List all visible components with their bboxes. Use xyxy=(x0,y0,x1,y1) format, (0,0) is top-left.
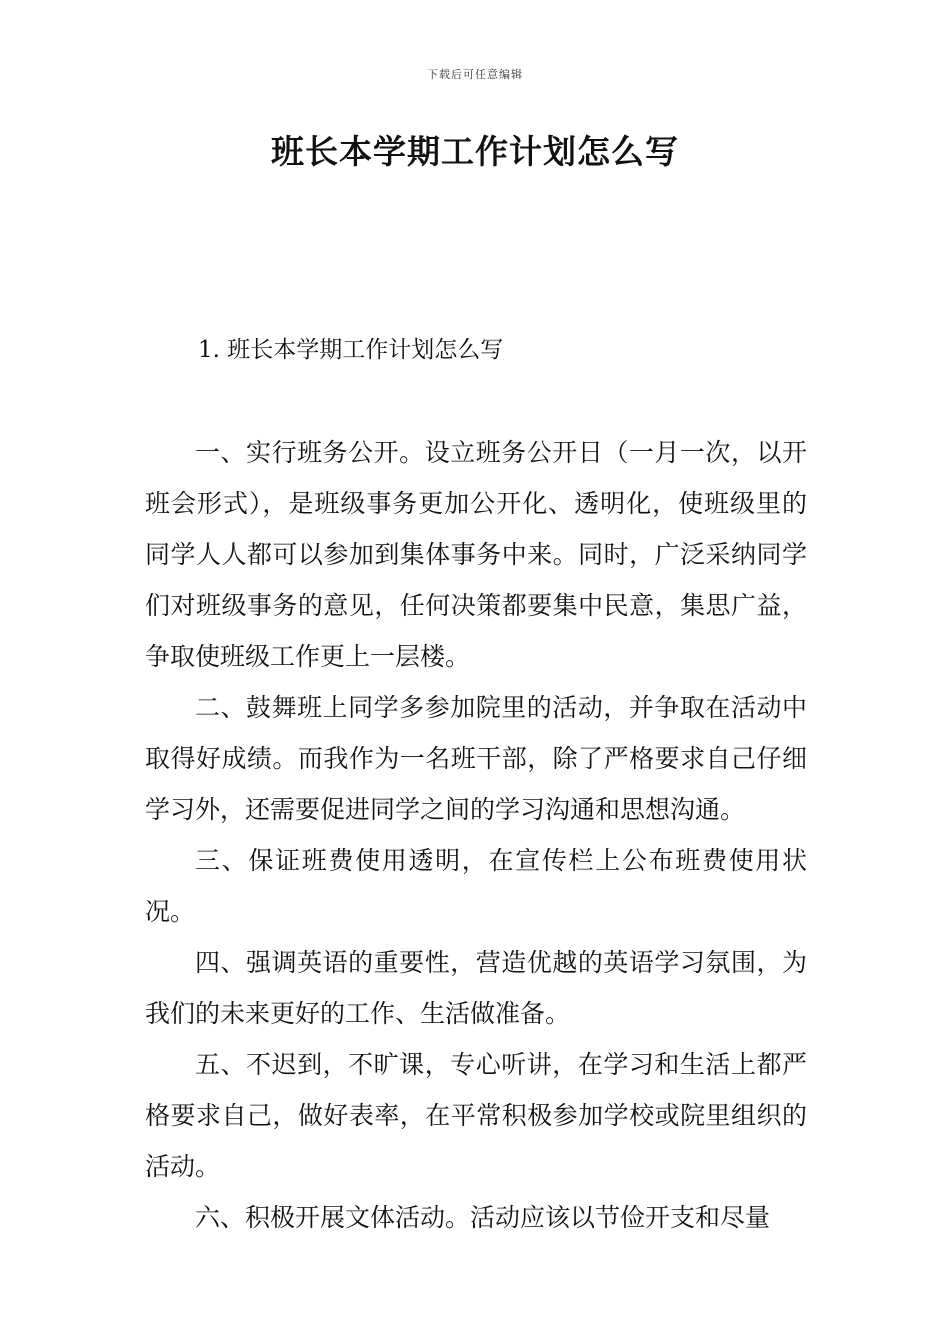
document-body xyxy=(145,427,807,1243)
document-title: 班长本学期工作计划怎么写 xyxy=(271,132,679,171)
paragraph-2: 二、鼓舞班上同学多参加院里的活动，并争取在活动中取得好成绩。而我作为一名班干部，除了严格要求自己仔细学习外，还需要促进同学之间的学习沟通和思想沟通。 xyxy=(145,693,807,824)
header-note: 下载后可任意编辑 xyxy=(427,68,523,81)
paragraph-4: 四、强调英语的重要性，营造优越的英语学习氛围，为我们的未来更好的工作、生活做准备。 xyxy=(145,948,807,1028)
section-heading: 1. 班长本学期工作计划怎么写 xyxy=(198,337,504,363)
paragraph-6: 六、积极开展文体活动。活动应该以节俭开支和尽量 xyxy=(195,1203,771,1232)
paragraph-5: 五、不迟到，不旷课，专心听讲，在学习和生活上都严格要求自己，做好表率，在平常积极参加学校或院里组织的活动。 xyxy=(145,1050,807,1181)
paragraph-1: 一、实行班务公开。设立班务公开日（一月一次，以开班会形式），是班级事务更加公开化、透明化，使班级里的同学人人都可以参加到集体事务中来。同时，广泛采纳同学们对班级事务的意见，任何决策都要集中民意，集思广益，争取使班级工作更上一层楼。 xyxy=(145,438,807,671)
paragraph-3: 三、保证班费使用透明，在宣传栏上公布班费使用状况。 xyxy=(145,846,807,926)
